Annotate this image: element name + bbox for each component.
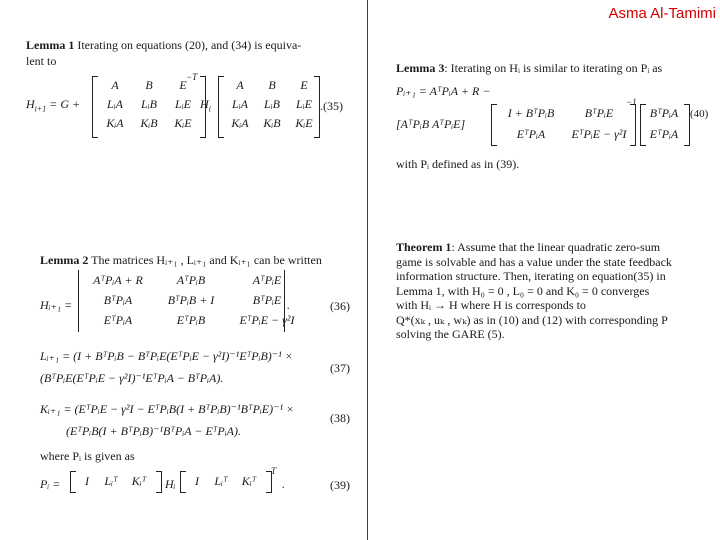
lemma1-heading: Lemma 1: [26, 38, 75, 52]
lemma2-L-line2: (BᵀPᵢE(EᵀPᵢE − γ²I)⁻¹EᵀPᵢA − BᵀPᵢA).: [40, 371, 224, 385]
matrix-cell: KᵢE: [295, 116, 313, 130]
matrix-cell: I + BᵀPᵢB: [507, 106, 555, 120]
theorem1-heading: Theorem 1: [396, 240, 452, 254]
matrix-cell: E: [179, 78, 187, 92]
lemma1-mid: $H_i$: [200, 97, 211, 114]
matrix-bar-left: [78, 270, 80, 332]
matrix-cell: E: [300, 78, 308, 92]
matrix-cell: BᵀPᵢE: [584, 106, 614, 120]
lemma2-H-matrix: [82, 273, 306, 328]
matrix-cell: LᵢA: [107, 97, 123, 111]
matrix-cell: A: [111, 78, 119, 92]
equation-tag-36: (36): [330, 299, 350, 313]
lemma2-P-mid: Hᵢ: [165, 477, 176, 491]
lemma2-H-end: .: [287, 298, 290, 312]
matrix-cell: BᵀPᵢA: [103, 293, 133, 307]
lemma3-with: with Pᵢ defined as in (39).: [396, 157, 520, 171]
lemma1-matrix: [224, 78, 320, 131]
lemma1-lhs: $H_{i+1} = G$ +: [26, 97, 81, 114]
theorem1-line: : Assume that the linear quadratic zero-sum: [451, 240, 661, 254]
matrix-cell: LᵢE: [175, 97, 191, 111]
lemma2-text: [40, 252, 360, 268]
matrix-cell: Kᵢᵀ: [241, 474, 257, 488]
lemma2-heading: Lemma 2: [40, 253, 89, 267]
matrix-cell: AᵀPᵢB: [176, 273, 206, 287]
inverse-exponent: −T: [186, 72, 198, 82]
matrix-cell: EᵀPᵢA: [103, 313, 133, 327]
matrix-cell: B: [268, 78, 276, 92]
lemma1-text: [26, 37, 356, 69]
matrix-cell: I: [85, 474, 89, 488]
theorem1-line: Lemma 1, with H₀ = 0 , L₀ = 0 and K₀ = 0 converges: [396, 283, 650, 298]
matrix-cell: AᵀPᵢE: [252, 273, 282, 287]
lemma2-intro: The matrices Hᵢ₊₁ , Lᵢ₊₁ and Kᵢ₊₁ can be written: [91, 253, 322, 267]
theorem1-line: Q*(xₖ , uₖ , wₖ) as in (10) and (12) with corresponding P: [396, 312, 668, 327]
matrix-cell: Kᵢᵀ: [131, 474, 147, 488]
equation-tag-35: .(35): [320, 99, 343, 113]
matrix-cell: BᵀPᵢB + I: [167, 293, 215, 307]
theorem1-text: [396, 240, 708, 342]
lemma2-K-line2: (EᵀPᵢB(I + BᵀPᵢB)⁻¹BᵀPᵢA − EᵀPᵢA).: [66, 424, 241, 438]
matrix-cell: A: [236, 78, 244, 92]
lemma3-intro: : Iterating on Hᵢ is similar to iterating on Pᵢ as: [444, 61, 663, 75]
matrix-cell: BᵀPᵢA: [649, 106, 679, 120]
matrix-cell: B: [145, 78, 153, 92]
theorem1-line: game is solvable and has a value under the state feedback: [396, 254, 672, 269]
matrix-cell: BᵀPᵢE: [252, 293, 282, 307]
matrix-cell: KᵢB: [263, 116, 281, 130]
matrix-cell: I: [195, 474, 199, 488]
lemma2-L-line1: Lᵢ₊₁ = (I + BᵀPᵢB − BᵀPᵢE(EᵀPᵢE − γ²I)⁻¹EᵀPᵢB)⁻¹ ×: [40, 349, 293, 363]
theorem1-line: with Hᵢ → H where H is corresponds to: [396, 298, 586, 312]
matrix-cell: KᵢB: [140, 116, 158, 130]
equation-tag-38: (38): [330, 411, 350, 425]
matrix-cell: AᵀPᵢA + R: [93, 273, 143, 287]
lemma3-text: [396, 60, 712, 76]
lemma2-where: where Pᵢ is given as: [40, 449, 135, 463]
matrix-cell: KᵢA: [106, 116, 124, 130]
page-divider: [367, 0, 368, 540]
matrix-cell: LᵢA: [232, 97, 248, 111]
lemma1-text-line2: lent to: [26, 54, 57, 68]
matrix-cell: EᵀPᵢB: [176, 313, 206, 327]
lemma2-H-lhs: Hᵢ₊₁ =: [40, 298, 73, 312]
transpose-exponent: T: [271, 466, 277, 476]
lemma1-text-line1: Iterating on equations (20), and (34) is equiva-: [77, 38, 302, 52]
equation-tag-39: (39): [330, 478, 350, 492]
matrix-cell: EᵀPᵢE − γ²I: [571, 127, 627, 141]
matrix-cell: LᵢE: [296, 97, 312, 111]
equation-tag-40: (40): [690, 108, 709, 120]
lemma3-mid-matrix: [496, 106, 632, 142]
theorem1-line: information structure. Then, iterating on equation(35) in: [396, 269, 666, 283]
matrix-cell: KᵢE: [174, 116, 192, 130]
lemma3-eq-line1: Pᵢ₊₁ = AᵀPᵢA + R −: [396, 84, 491, 98]
matrix-bracket-right: [630, 104, 636, 146]
matrix-cell: Lᵢᵀ: [214, 474, 228, 488]
matrix-bar-right: [284, 270, 286, 332]
matrix-cell: EᵀPᵢA: [516, 127, 546, 141]
equation-tag-37: (37): [330, 361, 350, 375]
matrix-cell: EᵀPᵢE − γ²I: [239, 313, 295, 327]
lemma2-K-line1: Kᵢ₊₁ = (EᵀPᵢE − γ²I − EᵀPᵢB(I + BᵀPᵢB)⁻¹BᵀPᵢE)⁻¹ ×: [40, 402, 295, 416]
lemma2-P-row-left: [76, 474, 154, 489]
lemma3-right-vector: [644, 106, 684, 142]
matrix-cell: LᵢB: [264, 97, 280, 111]
matrix-bracket-right: [156, 471, 162, 493]
inverse-exponent: −1: [626, 97, 637, 107]
author-name: Asma Al-Tamimi: [608, 5, 716, 22]
lemma2-P-row-right: [186, 474, 264, 489]
lemma3-left-row: [AᵀPᵢB AᵀPᵢE]: [396, 117, 466, 131]
matrix-cell: KᵢA: [231, 116, 249, 130]
lemma2-P-lhs: Pᵢ =: [40, 477, 61, 491]
matrix-cell: LᵢB: [141, 97, 157, 111]
lemma1-matrix-inverse: [98, 78, 200, 131]
matrix-cell: EᵀPᵢA: [649, 127, 679, 141]
theorem1-line: solving the GARE (5).: [396, 327, 505, 341]
matrix-cell: Lᵢᵀ: [104, 474, 118, 488]
lemma3-heading: Lemma 3: [396, 61, 445, 75]
lemma2-P-end: .: [282, 477, 285, 491]
